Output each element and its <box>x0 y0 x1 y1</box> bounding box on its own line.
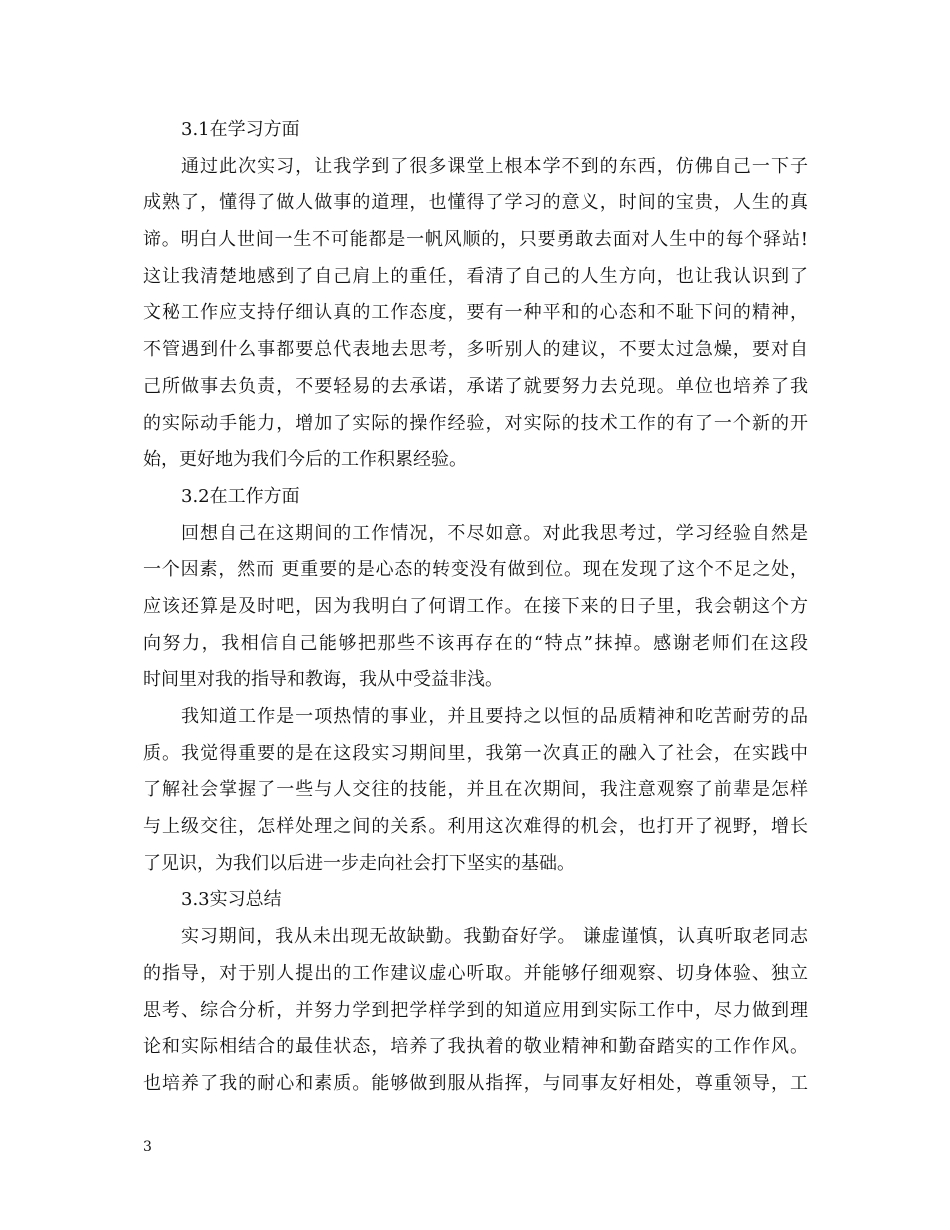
section-heading-3-3: 3.3实习总结 <box>181 889 282 911</box>
paragraph-line: 通过此次实习，让我学到了很多课堂上根本学不到的东西，仿佛自己一下子 <box>181 155 808 177</box>
section-heading-3-1: 3.1在学习方面 <box>181 119 300 140</box>
paragraph-line: 的指导，对于别人提出的工作建议虚心听取。并能够仔细观察、切身体验、独立 <box>143 962 808 984</box>
paragraph-line: 文秘工作应支持仔细认真的工作态度，要有一种平和的心态和不耻下问的精神， <box>143 302 808 324</box>
paragraph-line: 时间里对我的指导和教诲，我从中受益非浅。 <box>143 669 503 691</box>
paragraph-line: 始，更好地为我们今后的工作积累经验。 <box>143 449 467 471</box>
paragraph-line: 成熟了，懂得了做人做事的道理，也懂得了学习的意义，时间的宝贵，人生的真 <box>143 192 808 214</box>
paragraph-line: 一个因素，然而 更重要的是心态的转变没有做到位。现在发现了这个不足之处， <box>143 559 808 581</box>
paragraph-line: 己所做事去负责，不要轻易的去承诺，承诺了就要努力去兑现。单位也培养了我 <box>143 375 808 397</box>
paragraph-line: 也培养了我的耐心和素质。能够做到服从指挥，与同事友好相处，尊重领导，工 <box>143 1072 808 1094</box>
paragraph-line: 质。我觉得重要的是在这段实习期间里，我第一次真正的融入了社会，在实践中 <box>143 742 808 764</box>
section-heading-3-2: 3.2在工作方面 <box>181 485 300 507</box>
paragraph-line: 应该还算是及时吧，因为我明白了何谓工作。在接下来的日子里，我会朝这个方 <box>143 595 808 617</box>
page-number: 3 <box>143 1139 152 1155</box>
paragraph-line: 论和实际相结合的最佳状态，培养了我执着的敬业精神和勤奋踏实的工作作风。 <box>143 1036 808 1058</box>
paragraph-line: 回想自己在这期间的工作情况，不尽如意。对此我思考过，学习经验自然是 <box>181 522 808 544</box>
paragraph-line: 了见识，为我们以后进一步走向社会打下坚实的基础。 <box>143 852 575 874</box>
paragraph-line: 我知道工作是一项热情的事业，并且要持之以恒的品质精神和吃苦耐劳的品 <box>181 706 808 727</box>
paragraph-line: 这让我清楚地感到了自己肩上的重任，看清了自己的人生方向，也让我认识到了 <box>143 265 808 287</box>
paragraph-line: 与上级交往，怎样处理之间的关系。利用这次难得的机会，也打开了视野，增长 <box>143 816 808 838</box>
paragraph-line: 向努力，我相信自己能够把那些不该再存在的“特点”抹掉。感谢老师们在这段 <box>143 632 808 654</box>
paragraph-line: 思考、综合分析，并努力学到把学样学到的知道应用到实际工作中，尽力做到理 <box>143 999 808 1021</box>
paragraph-line: 谛。明白人世间一生不可能都是一帆风顺的，只要勇敢去面对人生中的每个驿站! <box>143 229 808 251</box>
paragraph-line: 了解社会掌握了一些与人交往的技能，并且在次期间，我注意观察了前辈是怎样 <box>143 779 808 801</box>
paragraph-line: 不管遇到什么事都要总代表地去思考，多听别人的建议，不要太过急燥，要对自 <box>143 339 808 361</box>
page-body <box>143 112 808 1103</box>
paragraph-line: 的实际动手能力，增加了实际的操作经验，对实际的技术工作的有了一个新的开 <box>143 412 808 434</box>
paragraph-line: 实习期间，我从未出现无故缺勤。我勤奋好学。 谦虚谨慎，认真听取老同志 <box>181 926 808 948</box>
